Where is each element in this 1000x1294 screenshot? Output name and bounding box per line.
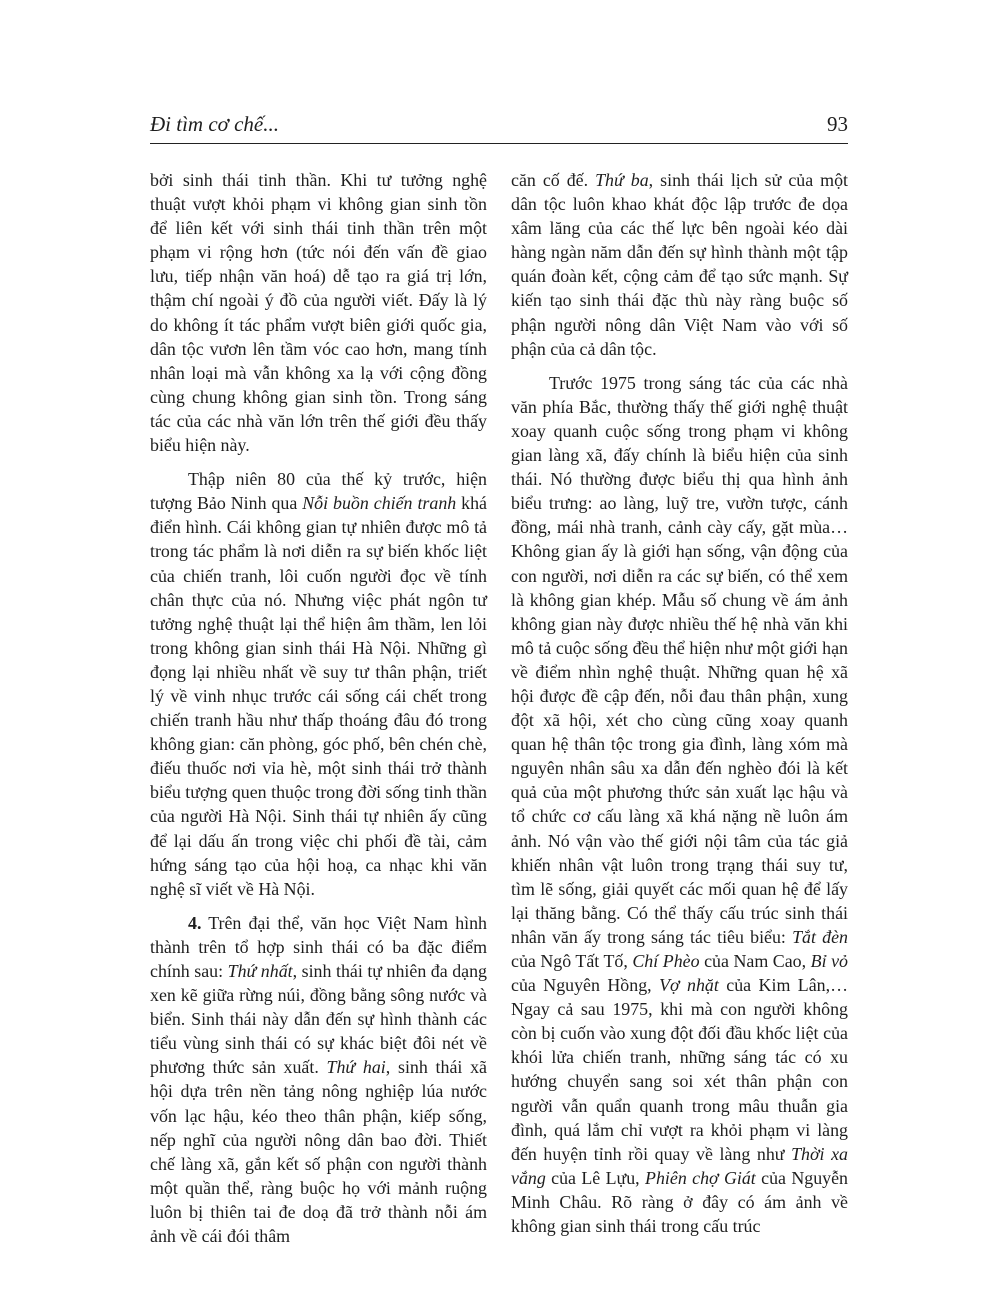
paragraph	[511, 371, 848, 1238]
paragraph	[511, 168, 848, 361]
work-title: Vợ nhặt	[659, 975, 719, 996]
work-title: Thời xa vắng	[511, 1143, 848, 1188]
running-title: Đi tìm cơ chế...	[150, 112, 280, 136]
header-divider	[150, 143, 848, 144]
emphasis: Thứ ba	[595, 170, 649, 190]
paragraph-text: Trước 1975 trong sáng tác của các nhà văn phía Bắc, thường thấy thế giới nghệ thuật xoay quanh cuộc sống trong phạm vi không gian làng xã, đấy chính là biểu hiện của sinh thái. Nó thường được biểu thị qua hình ảnh biểu trưng: ao làng, luỹ tre, vườn tược, cánh đồng, mái nhà tranh, cảnh cày cấy, gặt mùa… Không gian ấy là giới hạn sống, vận động của con người, nơi diễn ra các sự biến, có thể xem là không gian khép. Mẫu số chung về ám ảnh không gian này được nhiều thế hệ nhà văn khi mô tả cuộc sống đều thể hiện như một giới hạn về điểm nhìn nghệ thuật. Những quan hệ xã hội được đề cập đến, nỗi đau thân phận, xung đột xã hội, xét cho cùng cũng xoay quanh quan hệ thân tộc trong gia đình, làng xóm mà nguyên nhân sâu xa dẫn đến nghèo đói là kết quả của một phương thức sản xuất lạc hậu và tổ chức cơ cấu làng xã khá nặng nề luôn ám ảnh. Nó vận vào thế giới nội tâm của tác giả khiến nhân vật luôn trong trạng thái suy tư, tìm lẽ sống, giải quyết các mối quan hệ để lấy lại thăng bằng. Có thể thấy cấu trúc sinh thái nhân văn ấy trong sáng tác tiêu biểu:	[511, 372, 848, 947]
right-column	[511, 168, 848, 1238]
paragraph	[150, 168, 487, 457]
paragraph-text: của Nguyên Hồng,	[511, 975, 660, 996]
paragraph-text: của Lê Lựu,	[545, 1167, 646, 1188]
work-title: Bỉ vỏ	[810, 951, 848, 971]
section-number: 4.	[188, 912, 202, 933]
page-number: 93	[827, 112, 848, 136]
paragraph-text: , sinh thái tự nhiên đa dạng xen kẽ giữa rừng núi, đồng bằng sông nước và biển. Sinh thái này dẫn đến sự hình thành các tiểu vùng sinh thái có sự khác biệt đôi nét về phương thức sản xuất.	[150, 961, 487, 1078]
work-title: Chí Phèo	[632, 951, 700, 971]
paragraph-text: , sinh thái xã hội dựa trên nền tảng nông nghiệp lúa nước vốn lạc hậu, kéo theo thân phận, kiếp sống, nếp nghĩ của người nông dân bao đời. Thiết chế làng xã, gắn kết số phận con người thành một quần thể, ràng buộc họ với mảnh ruộng luôn bị thiên tai đe doạ đã trở thành nỗi ám ảnh về cái đói thâm	[150, 1057, 487, 1247]
work-title: Phiên chợ Giát	[645, 1167, 756, 1188]
paragraph-text: của Nguyễn Minh Châu. Rõ ràng ở đây có ám ảnh về không gian sinh thái trong cấu trúc	[511, 1167, 848, 1237]
paragraph-text: bởi sinh thái tinh thần. Khi tư tưởng nghệ thuật vượt khỏi phạm vi không gian sinh tồn để liên kết với sinh thái tinh thần trên một phạm vi rộng hơn (tức nói đến vấn đề giao lưu, tiếp nhận văn hoá) dễ tạo ra giá trị lớn, thậm chí ngoài ý đồ của người viết. Đấy là lý do không ít tác phẩm vượt biên giới quốc gia, dân tộc vươn lên tầm vóc cao hơn, mang tính nhân loại mà vẫn không xa lạ với cộng đồng cùng chung không gian sinh tồn. Trong sáng tác của các nhà văn lớn trên thế giới đều thấy biểu hiện này.	[150, 170, 487, 456]
left-column	[150, 168, 487, 1248]
paragraph-text: , sinh thái lịch sử của một dân tộc luôn khao khát độc lập trước đe dọa xâm lăng của các thế lực bên ngoài kéo dài hàng ngàn năm dẫn đến sự hình thành một tập quán đoàn kết, cộng cảm để tạo sức mạnh. Sự kiến tạo sinh thái đặc thù này ràng buộc số phận người nông dân Việt Nam vào với số phận của cả dân tộc.	[511, 170, 848, 359]
emphasis: Thứ nhất	[227, 961, 293, 981]
running-header	[150, 112, 848, 137]
paragraph-text: căn cố đế.	[511, 170, 596, 190]
paragraph-text: Trên đại thể, văn học Việt Nam hình thành trên tổ hợp sinh thái có ba đặc điểm chính sau:	[150, 912, 487, 981]
paragraph-text: của Nam Cao,	[699, 951, 811, 971]
emphasis: Thứ hai	[326, 1057, 386, 1078]
paragraph-text: khá điển hình. Cái không gian tự nhiên được mô tả trong tác phẩm là nơi diễn ra sự biến khốc liệt của chiến tranh, lôi cuốn người đọc về tính chân thực của nó. Nhưng việc phát ngôn tư tưởng nghệ thuật lại thể hiện âm thầm, len lỏi trong không gian sinh thái Hà Nội. Những gì đọng lại nhiều nhất về suy tư thân phận, triết lý về vinh nhục trước cái sống cái chết trong chiến tranh hầu như thấp thoáng đâu đó trong không gian: căn phòng, góc phố, bên chén chè, điếu thuốc nơi vỉa hè, một sinh thái trở thành biểu tượng quen thuộc trong đời sống tinh thần của người Hà Nội. Sinh thái tự nhiên ấy cũng để lại dấu ấn trong việc chi phối đề tài, cảm hứng sáng tạo của hội hoạ, ca nhạc khi văn nghệ sĩ viết về Hà Nội.	[150, 493, 487, 899]
work-title: Tắt đèn	[792, 926, 848, 947]
work-title: Nỗi buồn chiến tranh	[302, 493, 457, 514]
paragraph-text: của Kim Lân,… Ngay cả sau 1975, khi mà con người không còn bị cuốn vào xung đột đối đầu khốc liệt của khói lửa chiến tranh, những sáng tác có xu hướng chuyển sang soi xét thân phận con người vẫn quẩn quanh trong mâu thuẫn gia đình, quá lắm chỉ vượt ra khỏi phạm vi làng đến huyện tỉnh rồi quay về làng như	[511, 975, 848, 1164]
paragraph	[150, 467, 487, 901]
paragraph-text: Thập niên 80 của thế kỷ trước, hiện tượng Bảo Ninh qua	[150, 469, 487, 514]
paragraph	[150, 911, 487, 1248]
paragraph-text: của Ngô Tất Tố,	[511, 951, 633, 971]
